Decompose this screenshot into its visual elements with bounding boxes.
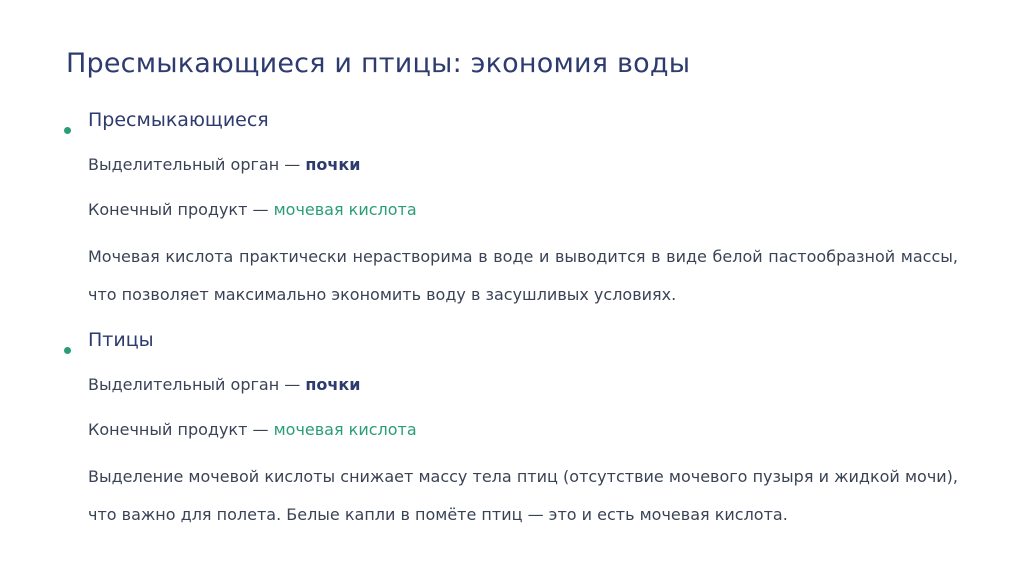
excretory-organ-label: Выделительный орган — <box>88 155 306 174</box>
excretory-organ-line <box>88 155 360 174</box>
section-heading: Пресмыкающиеся <box>88 109 269 131</box>
section-heading: Птицы <box>88 329 154 351</box>
excretory-organ-value: почки <box>305 375 361 394</box>
section-heading-row <box>64 329 964 359</box>
end-product-label: Конечный продукт — <box>88 420 274 439</box>
bullet-icon <box>64 127 71 134</box>
section-heading-row <box>64 109 964 139</box>
bullet-icon <box>64 347 71 354</box>
end-product-line <box>88 420 417 439</box>
end-product-value: мочевая кислота <box>273 420 417 439</box>
excretory-organ-value: почки <box>305 155 361 174</box>
end-product-value: мочевая кислота <box>273 200 417 219</box>
section-birds <box>64 329 964 524</box>
end-product-label: Конечный продукт — <box>88 200 274 219</box>
section-reptiles <box>64 109 964 304</box>
section-description: Мочевая кислота практически нерастворима в воде и выводится в виде белой пастообразной массы, что позволяет максимально экономить воду в засушливых условиях. <box>88 247 958 304</box>
section-description: Выделение мочевой кислоты снижает массу тела птиц (отсутствие мочевого пузыря и жидкой мочи), что важно для полета. Белые капли в помёте птиц — это и есть мочевая кислота. <box>88 467 958 524</box>
slide-title: Пресмыкающиеся и птицы: экономия воды <box>66 48 691 79</box>
excretory-organ-line <box>88 375 360 394</box>
end-product-line <box>88 200 417 219</box>
excretory-organ-label: Выделительный орган — <box>88 375 306 394</box>
